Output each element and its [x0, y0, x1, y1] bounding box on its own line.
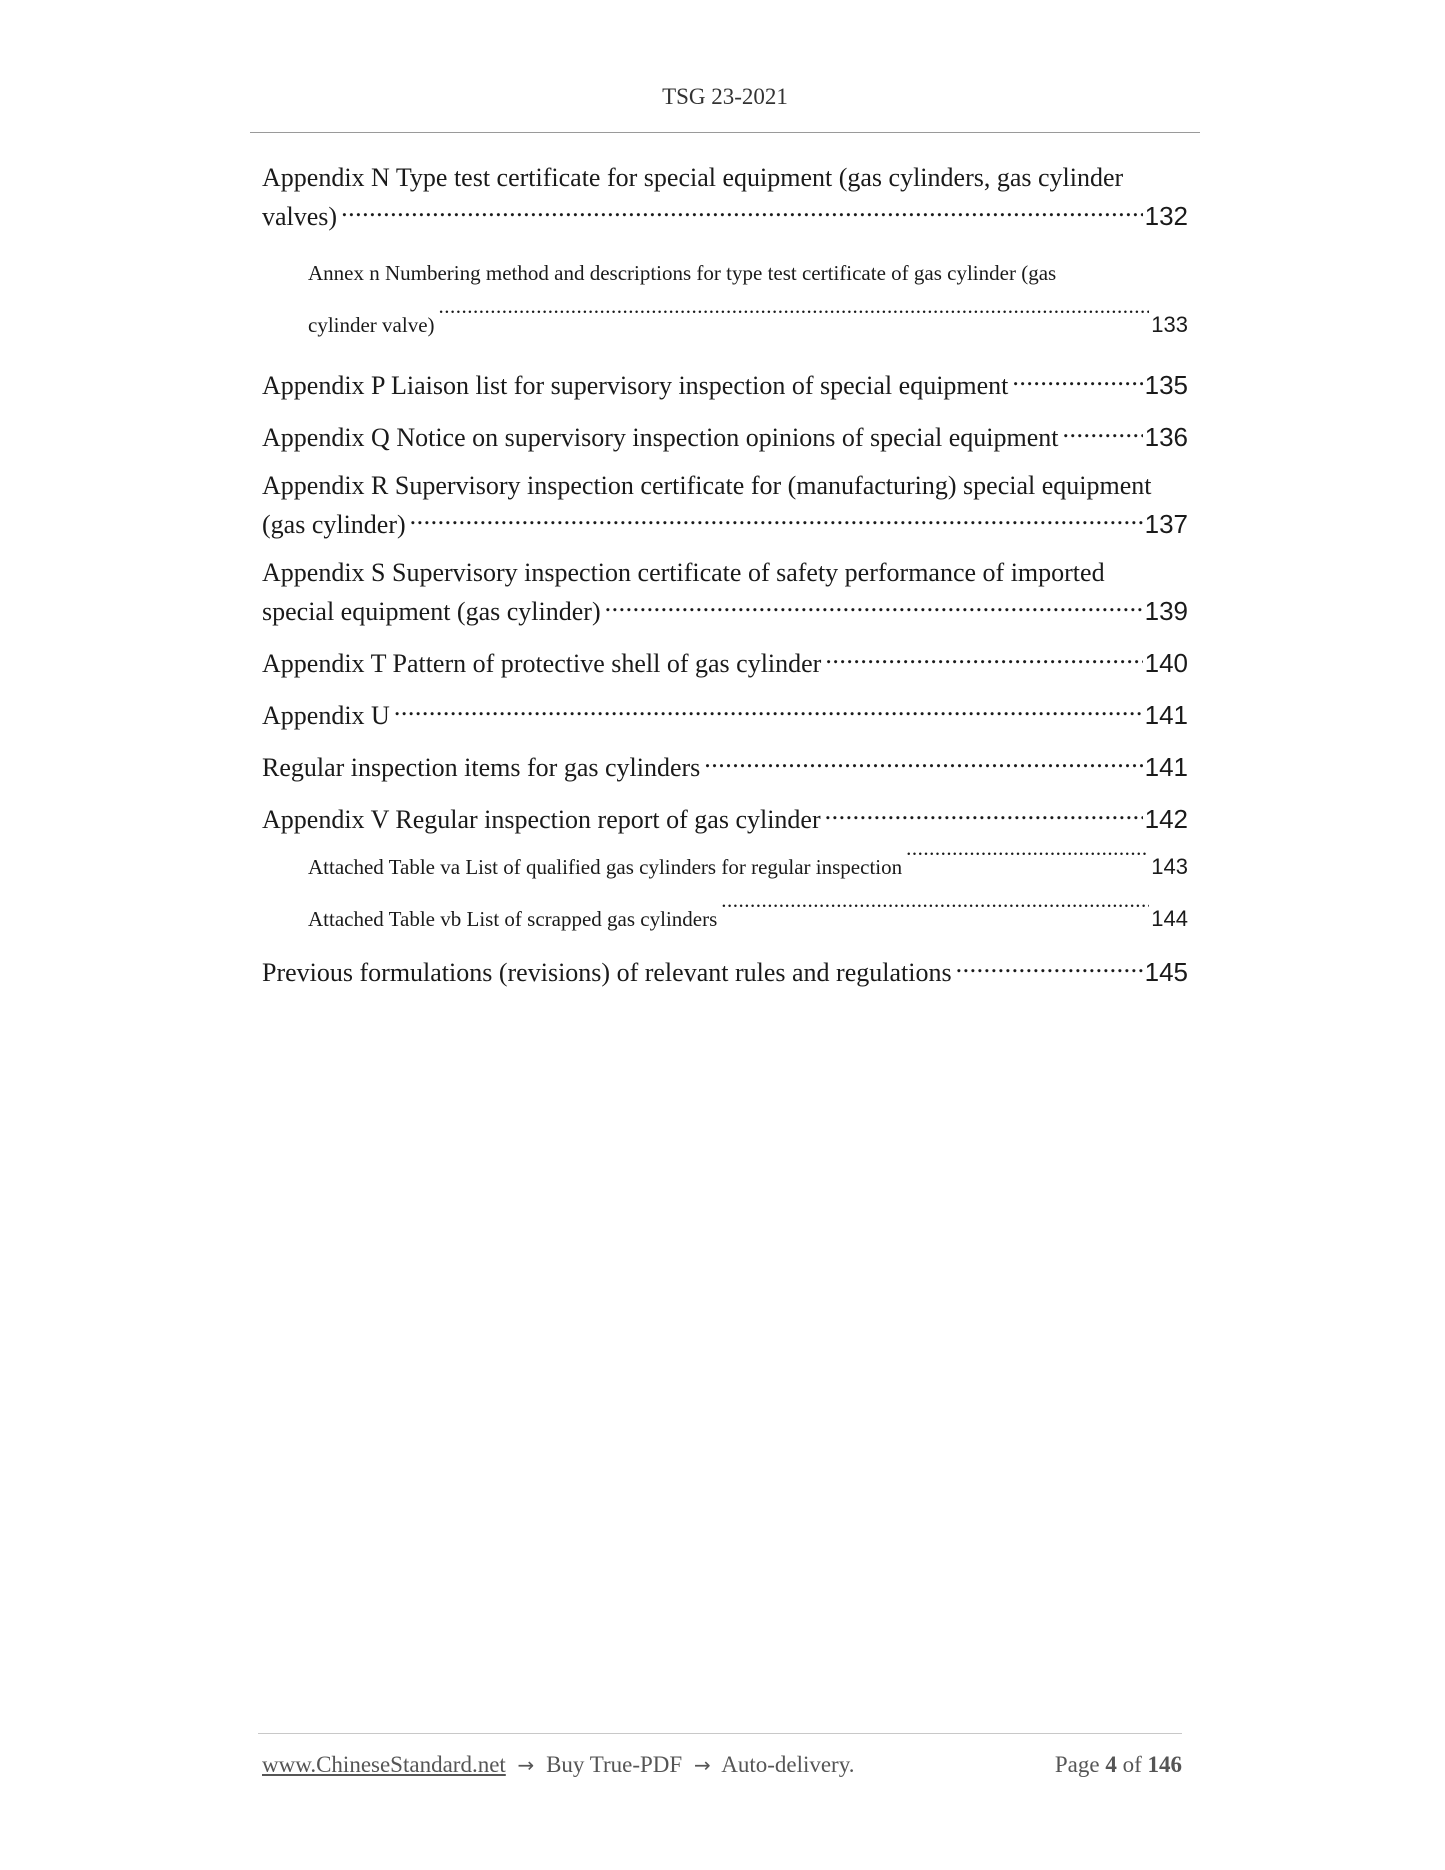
toc-entry-appendix-n[interactable]	[262, 160, 1188, 234]
document-header: TSG 23-2021	[662, 84, 788, 109]
page-current: 4	[1105, 1752, 1117, 1777]
page-total: 146	[1147, 1752, 1182, 1777]
toc-page-number: 142	[1144, 804, 1188, 834]
table-of-contents	[262, 160, 1188, 1003]
toc-page-number: 143	[1151, 854, 1188, 879]
toc-entry-title-continued: valves)	[262, 202, 338, 231]
toc-page-number: 136	[1144, 422, 1188, 452]
dot-leader	[1012, 364, 1142, 394]
toc-entry-title: Previous formulations (revisions) of relevant rules and regulations	[262, 958, 952, 987]
toc-entry-title-continued: special equipment (gas cylinder)	[262, 597, 601, 626]
toc-page-number: 145	[1144, 957, 1188, 987]
dot-leader	[1062, 416, 1142, 446]
footer-divider	[258, 1733, 1182, 1734]
page-indicator	[1055, 1752, 1182, 1778]
arrow-right-icon: →	[693, 1753, 711, 1777]
toc-page-number: 141	[1144, 700, 1188, 730]
toc-entry-title: Appendix U	[262, 701, 390, 730]
toc-page-number: 135	[1144, 370, 1188, 400]
toc-page-number: 144	[1151, 906, 1188, 931]
toc-entry-appendix-u[interactable]	[262, 694, 1188, 733]
footer-links	[262, 1752, 854, 1778]
toc-page-number: 137	[1144, 509, 1188, 539]
toc-page-number: 133	[1151, 312, 1188, 337]
dot-leader	[439, 304, 1150, 332]
toc-entry-title: Annex n Numbering method and descriptions for type test certificate of gas cylinder (gas	[308, 261, 1057, 285]
toc-entry-appendix-q[interactable]	[262, 416, 1188, 455]
dot-leader	[410, 503, 1143, 533]
dot-leader	[704, 746, 1142, 776]
page-footer	[262, 1752, 1182, 1778]
dot-leader	[825, 798, 1143, 828]
toc-entry-appendix-r[interactable]	[262, 468, 1188, 542]
dot-leader	[956, 951, 1143, 981]
toc-page-number: 139	[1144, 596, 1188, 626]
dot-leader	[825, 642, 1142, 672]
toc-page-number: 132	[1144, 201, 1188, 231]
dot-leader	[341, 195, 1143, 225]
header-divider	[250, 132, 1200, 133]
toc-entry-title: Appendix P Liaison list for supervisory inspection of special equipment	[262, 371, 1009, 400]
toc-entry-title: Attached Table vb List of scrapped gas cylinders	[308, 907, 718, 931]
toc-entry-title: Appendix R Supervisory inspection certificate for (manufacturing) special equipment	[262, 471, 1152, 500]
toc-entry-table-va[interactable]	[308, 841, 1188, 893]
toc-entry-appendix-v[interactable]	[262, 798, 1188, 837]
dot-leader	[394, 694, 1143, 724]
toc-entry-title: Regular inspection items for gas cylinders	[262, 753, 701, 782]
toc-entry-title: Appendix T Pattern of protective shell of gas cylinder	[262, 649, 822, 678]
toc-entry-title: Attached Table va List of qualified gas cylinders for regular inspection	[308, 855, 903, 879]
toc-entry-annex-n[interactable]	[308, 247, 1188, 351]
arrow-right-icon: →	[517, 1753, 535, 1777]
auto-delivery-text: Auto-delivery.	[721, 1752, 855, 1777]
toc-entry-title-continued: cylinder valve)	[308, 313, 435, 337]
dot-leader	[605, 590, 1143, 620]
toc-entry-appendix-s[interactable]	[262, 555, 1188, 629]
dot-leader	[906, 846, 1149, 874]
toc-entry-appendix-p[interactable]	[262, 364, 1188, 403]
toc-page-number: 140	[1144, 648, 1188, 678]
toc-entry-title: Appendix V Regular inspection report of gas cylinder	[262, 805, 821, 834]
toc-entry-title: Appendix S Supervisory inspection certificate of safety performance of imported	[262, 558, 1105, 587]
toc-page-number: 141	[1144, 752, 1188, 782]
buy-true-pdf-text: Buy True-PDF	[546, 1752, 683, 1777]
toc-entry-title-continued: (gas cylinder)	[262, 510, 406, 539]
toc-entry-table-vb[interactable]	[308, 893, 1188, 945]
toc-entry-title: Appendix Q Notice on supervisory inspection opinions of special equipment	[262, 423, 1059, 452]
page-label: Page	[1054, 1752, 1100, 1777]
toc-entry-regular-inspection-items[interactable]	[262, 746, 1188, 785]
toc-entry-appendix-t[interactable]	[262, 642, 1188, 681]
dot-leader	[721, 898, 1149, 926]
site-link[interactable]: www.ChineseStandard.net	[262, 1752, 506, 1777]
toc-entry-title: Appendix N Type test certificate for special equipment (gas cylinders, gas cylinder	[262, 163, 1124, 192]
page-of-label: of	[1122, 1752, 1142, 1777]
toc-entry-previous-formulations[interactable]	[262, 951, 1188, 990]
